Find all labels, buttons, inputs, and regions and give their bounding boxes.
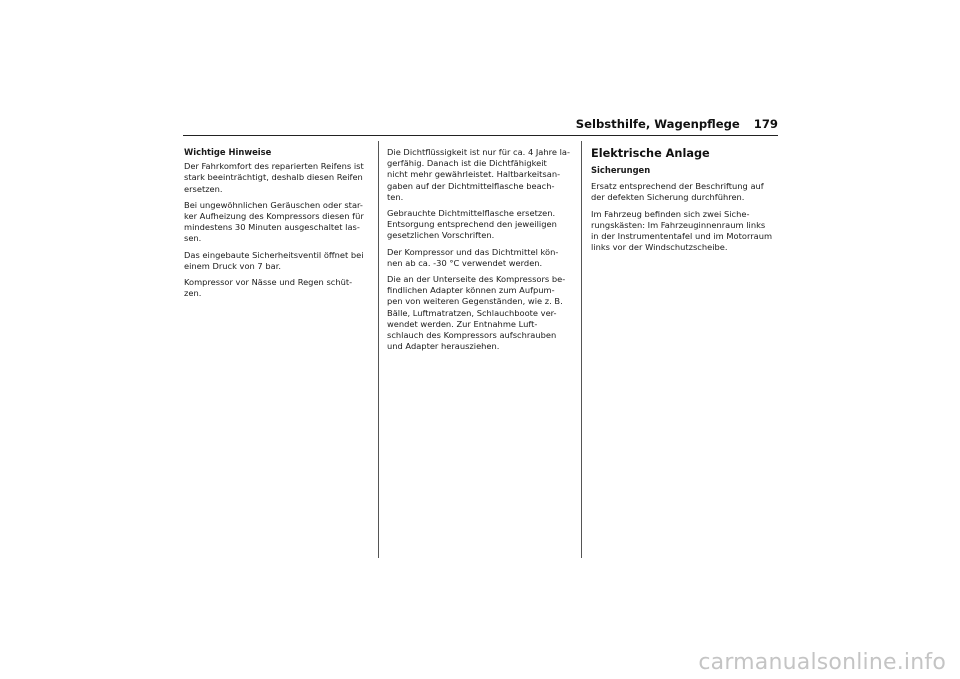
paragraph [591, 181, 780, 203]
text-line: gesetzlichen Vorschriften. [387, 230, 495, 241]
watermark: carmanualsonline.info [698, 650, 946, 675]
text-line: links vor der Windschutzscheibe. [591, 242, 728, 253]
text-line: Bei ungewöhnlichen Geräuschen oder star- [184, 199, 363, 210]
text-line: rungskästen: Im Fahrzeuginnenraum links [591, 219, 766, 230]
column-divider-2 [581, 141, 582, 558]
column-1-paragraphs [184, 161, 374, 299]
paragraph [387, 274, 577, 352]
text-line: mindestens 30 Minuten ausgeschaltet las- [184, 222, 360, 233]
text-line: Ersatz entsprechend der Beschriftung auf [591, 181, 764, 192]
header-title: Selbsthilfe, Wagenpflege [575, 117, 740, 131]
text-line: pen von weiteren Gegenständen, wie z. B. [387, 296, 563, 307]
paragraph [184, 200, 374, 245]
text-line: sen. [184, 233, 202, 244]
paragraph [184, 161, 374, 195]
text-line: in der Instrumententafel und im Motorraum [591, 231, 773, 242]
header-rule [183, 135, 778, 136]
text-line: Im Fahrzeug befinden sich zwei Siche- [591, 208, 750, 219]
column-2 [387, 147, 577, 357]
subheading-wichtige-hinweise: Wichtige Hinweise [184, 147, 272, 157]
text-line: schlauch des Kompressors aufschrauben [387, 330, 557, 341]
paragraph [387, 147, 577, 203]
text-line: nicht mehr gewährleistet. Haltbarkeitsan- [387, 169, 561, 180]
column-2-paragraphs [387, 147, 577, 352]
paragraph [387, 247, 577, 269]
text-line: Entsorgung entsprechend den jeweiligen [387, 219, 557, 230]
text-line: der defekten Sicherung durchführen. [591, 192, 745, 203]
text-line: gerfähig. Danach ist die Dichtfähigkeit [387, 158, 547, 169]
column-3-paragraphs [591, 181, 780, 253]
page-header [560, 117, 778, 131]
text-line: Die an der Unterseite des Kompressors be- [387, 274, 566, 285]
text-line: findlichen Adapter können zum Aufpum- [387, 285, 555, 296]
page-number: 179 [753, 117, 778, 131]
column-divider-1 [378, 141, 379, 558]
text-line: und Adapter herausziehen. [387, 341, 500, 352]
text-line: Bälle, Luftmatratzen, Schlauchboote ver- [387, 307, 557, 318]
text-line: gaben auf der Dichtmittelflasche beach- [387, 180, 555, 191]
text-line: zen. [184, 288, 202, 299]
paragraph [184, 250, 374, 272]
text-line: nen ab ca. -30 °C verwendet werden. [387, 257, 543, 268]
text-line: Kompressor vor Nässe und Regen schüt- [184, 277, 353, 288]
text-line: Der Fahrkomfort des reparierten Reifens ist [184, 161, 364, 172]
subheading-sicherungen: Sicherungen [591, 165, 651, 175]
text-line: Das eingebaute Sicherheitsventil öffnet bei [184, 249, 364, 260]
text-line: einem Druck von 7 bar. [184, 260, 281, 271]
column-3 [591, 147, 780, 258]
text-line: Der Kompressor und das Dichtmittel kön- [387, 246, 559, 257]
section-title-elektrische-anlage: Elektrische Anlage [591, 147, 710, 160]
text-line: ker Aufheizung des Kompressors diesen für [184, 211, 364, 222]
text-line: stark beeinträchtigt, deshalb diesen Reifen [184, 172, 363, 183]
text-line: Gebrauchte Dichtmittelflasche ersetzen. [387, 208, 556, 219]
paragraph [184, 277, 374, 299]
text-line: wendet werden. Zur Entnahme Luft- [387, 318, 538, 329]
text-line: ersetzen. [184, 183, 223, 194]
text-line: Die Dichtflüssigkeit ist nur für ca. 4 Jahre la- [387, 147, 571, 157]
paragraph [591, 209, 780, 254]
paragraph [387, 208, 577, 242]
text-line: ten. [387, 191, 404, 202]
column-1 [184, 147, 374, 304]
